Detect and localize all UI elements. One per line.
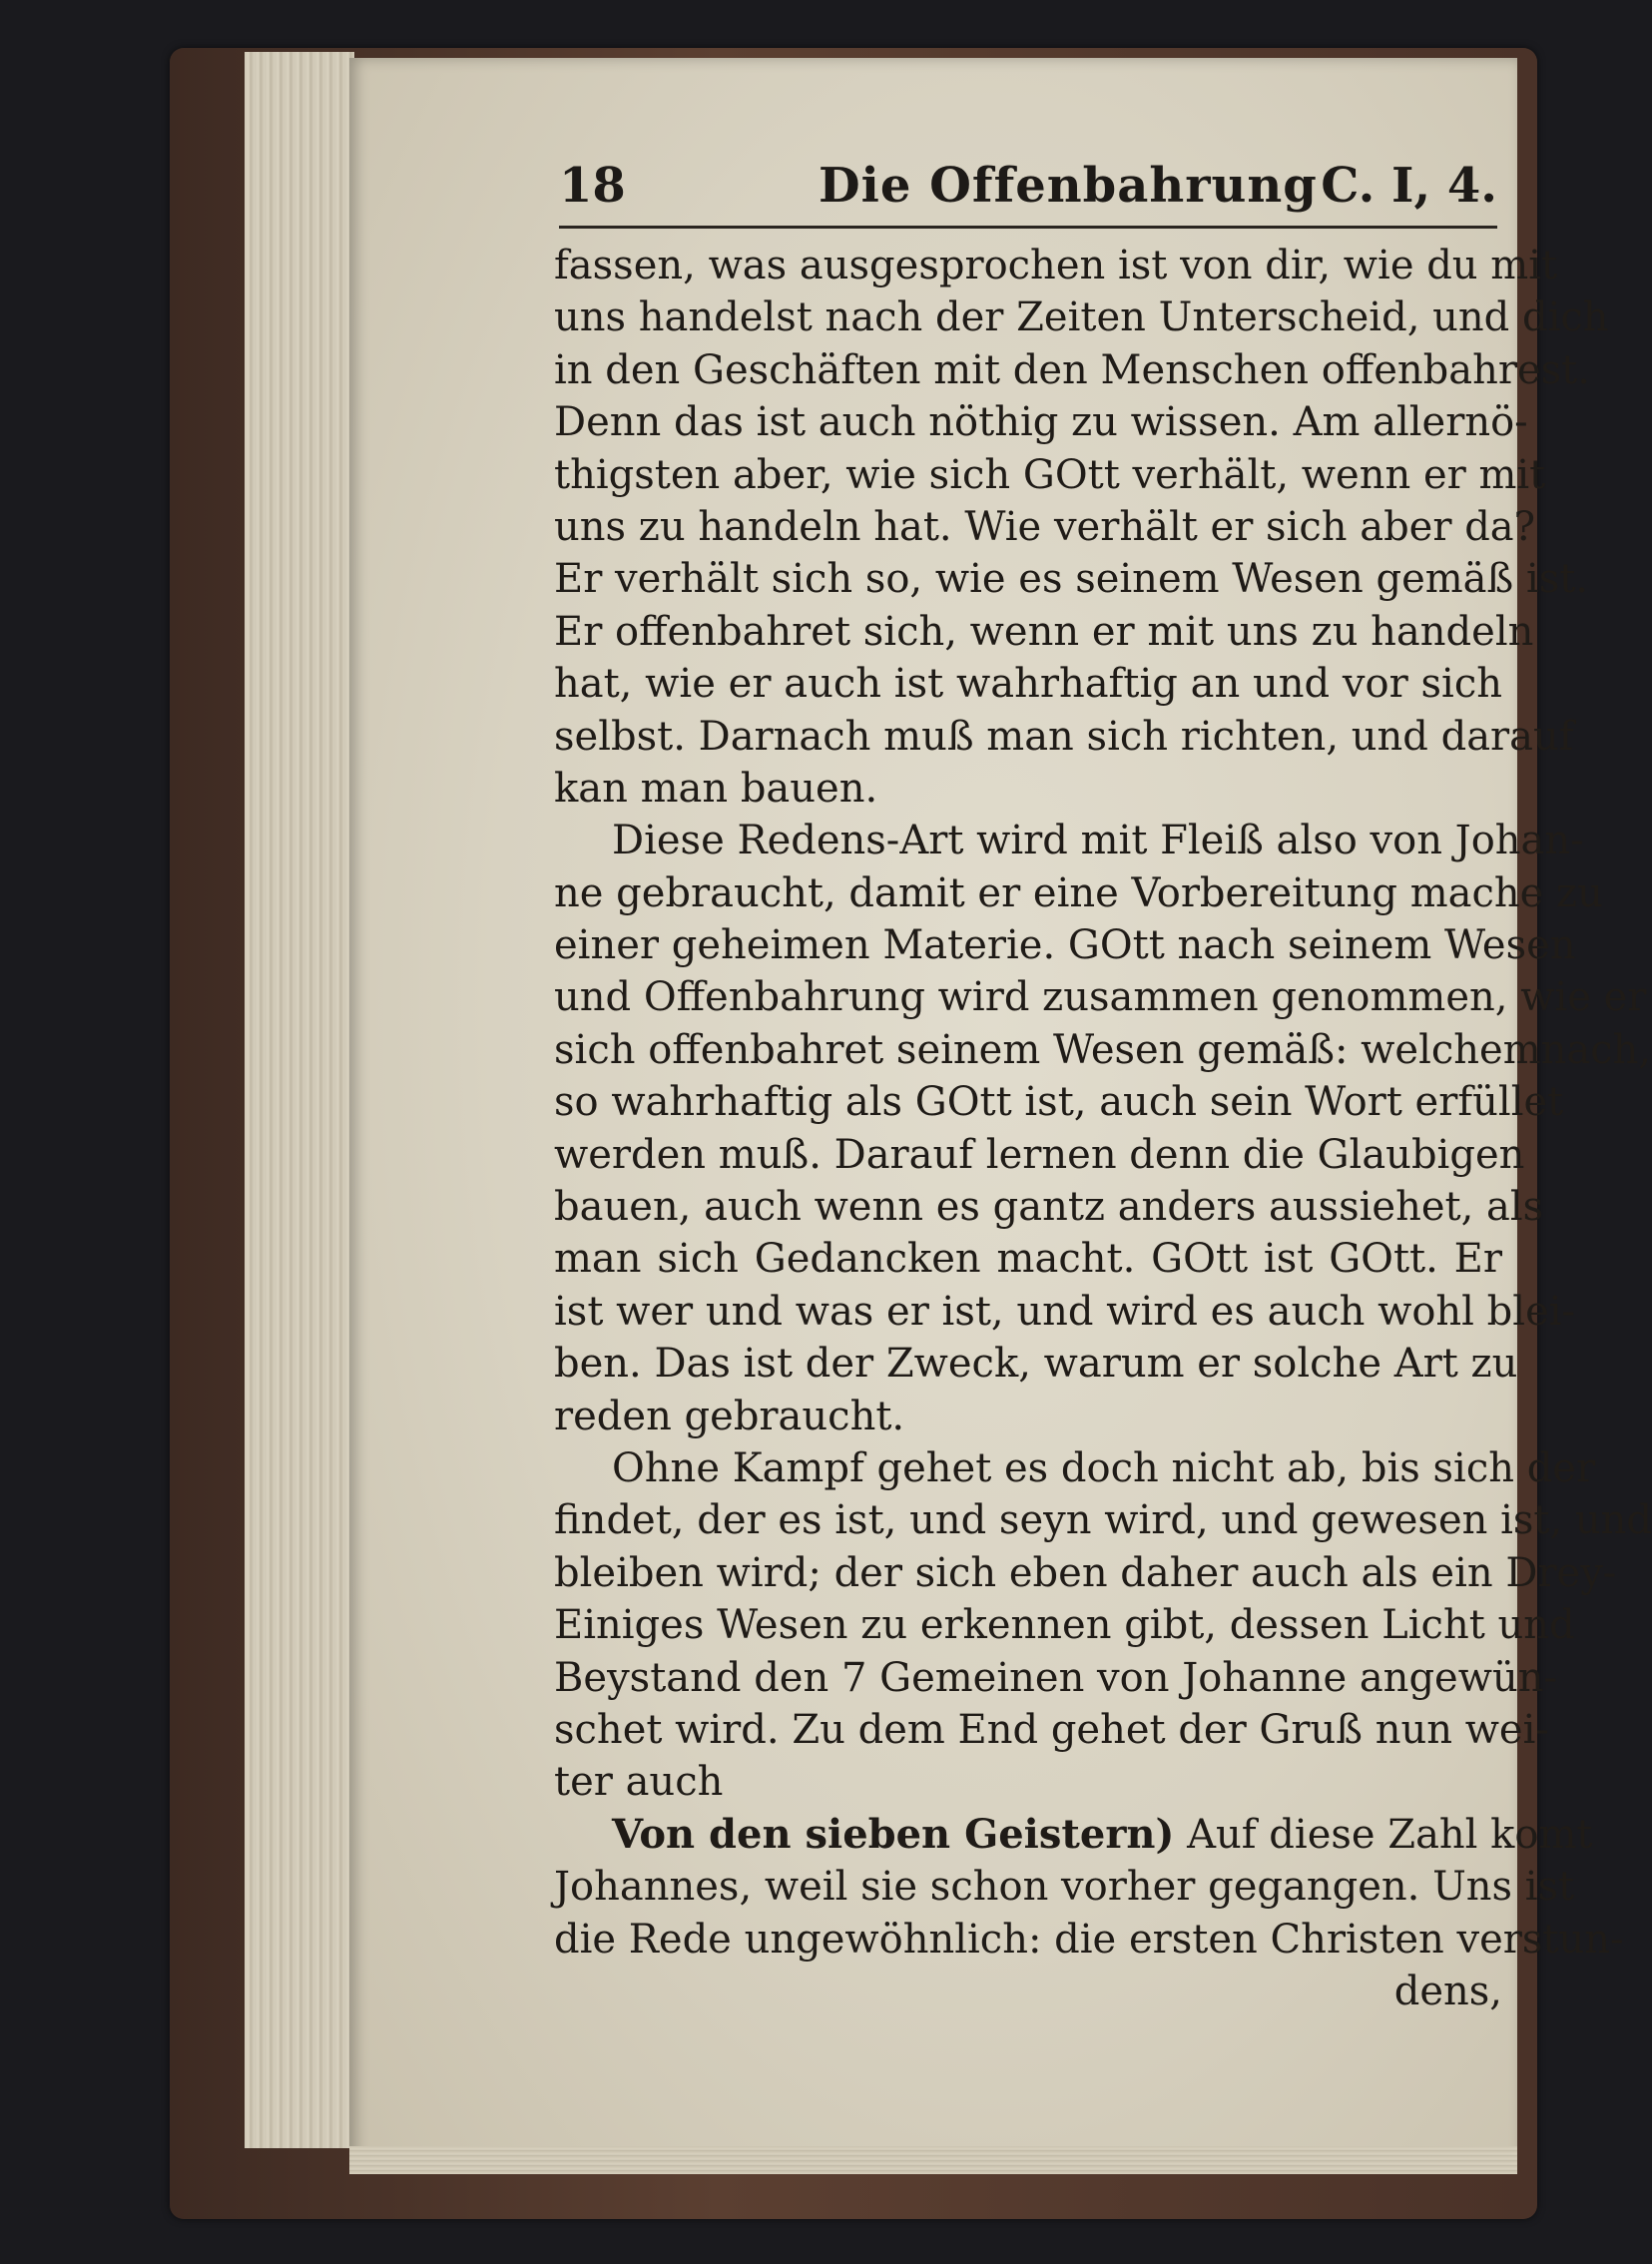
lemma: Von den sieben Geistern) [612,1810,1175,1858]
running-title: Die Offenbahrung [819,158,1318,214]
text-line: uns handelst nach der Zeiten Unterscheid, und dich [554,294,1609,341]
catchword: dens, [1393,1968,1502,2014]
text-line: werden muß. Darauf lernen denn die Glaubigen [554,1131,1525,1178]
page-bottom-edge [349,2146,1517,2174]
text-line: bauen, auch wenn es gantz anders aussiehet, als [554,1184,1544,1231]
text-line: findet, der es ist, und seyn wird, und gewesen ist, und [554,1497,1652,1544]
text-line: Denn das ist auch nöthig zu wissen. Am allernö- [554,399,1528,446]
page-edges [245,52,354,2148]
body-text [554,240,1652,2017]
text-line: sich offenbahret seinem Wesen gemäß: welchemnach, [554,1026,1652,1073]
text-line: schet wird. Zu dem End gehet der Gruß nun wei- [554,1706,1549,1753]
text-line: man sich Gedancken macht. GOtt ist GOtt. Er [554,1236,1502,1283]
text-line: einer geheimen Materie. GOtt nach seinem Wesen [554,922,1576,969]
text-line: Johannes, weil sie schon vorher gegangen. Uns ist [554,1864,1575,1911]
text-line: ter auch [554,1759,724,1806]
text-line: die Rede ungewöhnlich: die ersten Christen verstun- [554,1916,1624,1963]
text-line: hat, wie er auch ist wahrhaftig an und vor sich [554,661,1502,708]
text-line: so wahrhaftig als GOtt ist, auch sein Wort erfüllet [554,1079,1564,1126]
page-number: 18 [559,158,626,214]
section-reference: C. I, 4. [1321,158,1497,214]
text-line: Beystand den 7 Gemeinen von Johanne angewün- [554,1654,1557,1701]
text-line: fassen, was ausgesprochen ist von dir, wie du mit [554,243,1558,288]
text-line: Einiges Wesen zu erkennen gibt, dessen Licht und [554,1602,1575,1649]
text-line: uns zu handeln hat. Wie verhält er sich aber da? [554,503,1536,550]
text-line: Diese Redens-Art wird mit Fleiß also von Johan- [612,818,1584,864]
page-header [559,150,1497,220]
text-line: Ohne Kampf gehet es doch nicht ab, bis sich der [612,1444,1596,1491]
text-line: thigsten aber, wie sich GOtt verhält, wenn er mit [554,451,1546,498]
text-line: Er offenbahret sich, wenn er mit uns zu handeln [554,608,1534,655]
text-line: kan man bauen. [554,765,878,812]
text-line: Er verhält sich so, wie es seinem Wesen gemäß ist. [554,556,1589,603]
text-line: ist wer und was er ist, und wird es auch wohl blei- [554,1288,1576,1335]
text-line: in den Geschäften mit den Menschen offenbahrest. [554,346,1590,393]
header-rule [559,226,1497,229]
text-line: ne gebraucht, damit er eine Vorbereitung mache zu [554,869,1603,916]
text-line-lemma: Von den sieben Geistern) Auf diese Zahl komt [612,1810,1593,1858]
text-line: bleiben wird; der sich eben daher auch als ein Drey- [554,1549,1617,1596]
text-line: und Offenbahrung wird zusammen genommen, wie er [554,974,1647,1021]
text-line: reden gebraucht. [554,1393,905,1439]
text-line: selbst. Darnach muß man sich richten, und darauf [554,713,1574,760]
text-line: ben. Das ist der Zweck, warum er solche Art zu [554,1341,1518,1388]
